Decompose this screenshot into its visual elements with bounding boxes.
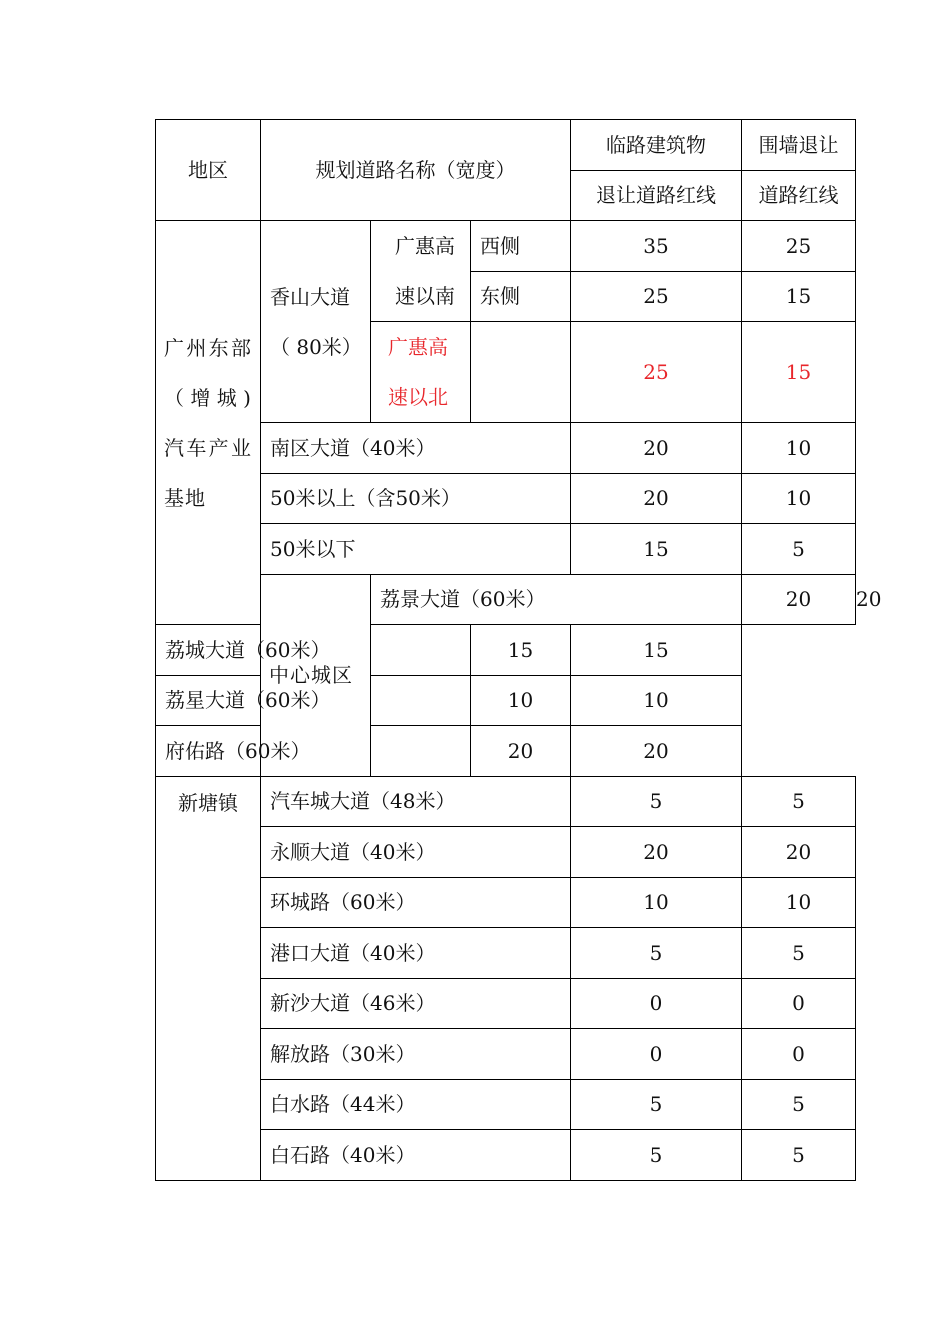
road-name: 荔景大道（60米） [371,574,742,625]
header-row-1 [156,120,856,171]
road-name: 荔城大道（60米） [156,625,471,676]
table-row [156,625,856,676]
road-name: 环城路（60米） [261,877,571,928]
table-row [156,473,856,524]
wall-setback: 0 [742,1029,856,1080]
table-row [156,423,856,474]
building-setback: 20 [571,473,742,524]
building-setback: 10 [471,675,571,726]
wall-setback: 15 [742,322,856,423]
region-guangzhou-east [156,221,261,625]
region-xintang: 新塘镇 [156,776,261,1180]
header-road-name: 规划道路名称（宽度） [261,120,571,221]
wall-setback: 10 [742,473,856,524]
wall-setback: 5 [742,524,856,575]
building-setback: 15 [571,524,742,575]
building-setback: 25 [571,271,742,322]
building-setback: 35 [571,221,742,272]
road-name: 港口大道（40米） [261,928,571,979]
building-setback: 5 [571,1079,742,1130]
building-setback: 0 [571,978,742,1029]
road-name: 府佑路（60米） [156,726,471,777]
header-building-line2: 退让道路红线 [571,170,742,221]
table-row [156,524,856,575]
wall-setback: 20 [571,726,742,777]
side-west: 西侧 [471,221,571,272]
building-setback: 0 [571,1029,742,1080]
road-name: 新沙大道（46米） [261,978,571,1029]
road-xiangshan [261,221,371,423]
road-name: 50米以下 [261,524,571,575]
road-setback-table [155,119,882,1181]
wall-setback: 10 [742,423,856,474]
wall-setback: 25 [742,221,856,272]
road-name: 50米以上（含50米） [261,473,571,524]
wall-setback: 5 [742,1079,856,1130]
building-setback: 10 [571,877,742,928]
road-name: 白石路（40米） [261,1130,571,1181]
table-row [156,928,856,979]
road-name: 解放路（30米） [261,1029,571,1080]
section-north [371,322,471,423]
road-name: 白水路（44米） [261,1079,571,1130]
side-east: 东侧 [471,271,571,322]
wall-setback: 10 [571,675,742,726]
wall-setback: 5 [742,928,856,979]
building-setback: 20 [742,574,856,625]
road-name: 汽车城大道（48米） [261,776,571,827]
building-setback: 5 [571,776,742,827]
header-building-line1: 临路建筑物 [571,120,742,171]
wall-setback: 15 [571,625,742,676]
table-row [156,1029,856,1080]
table-row [156,726,856,777]
side-empty [471,322,571,423]
building-setback: 5 [571,1130,742,1181]
table-row [156,776,856,827]
wall-setback: 15 [742,271,856,322]
table-row: 中心城区 荔景大道（60米） 20 20 [156,574,856,625]
wall-setback: 20 [742,827,856,878]
road-name: 荔星大道（60米） [156,675,471,726]
wall-setback: 5 [742,1130,856,1181]
table-row [156,827,856,878]
road-name: 永顺大道（40米） [261,827,571,878]
road-name: 南区大道（40米） [261,423,571,474]
section-label: 广惠高速以北 [388,335,448,409]
building-setback: 20 [471,726,571,777]
building-setback: 20 [571,827,742,878]
header-wall-line1: 围墙退让 [742,120,856,171]
section-south [371,221,471,322]
wall-setback: 5 [742,776,856,827]
building-setback: 15 [471,625,571,676]
table-row [156,877,856,928]
header-wall-line2: 道路红线 [742,170,856,221]
wall-setback: 10 [742,877,856,928]
region-label: 中心城区 [269,663,353,687]
road-name-text: 香山大道（ 80米） [270,284,362,359]
table-row [156,1079,856,1130]
building-setback: 20 [571,423,742,474]
table-row [156,1130,856,1181]
building-setback: 5 [571,928,742,979]
header-region: 地区 [156,120,261,221]
region-label: 广州东部（增城)汽车产业基地 [164,335,252,510]
building-setback: 25 [571,322,742,423]
table-row [156,221,856,272]
table-row [156,675,856,726]
table-row [156,978,856,1029]
section-label: 广惠高速以南 [395,234,455,308]
wall-setback: 0 [742,978,856,1029]
